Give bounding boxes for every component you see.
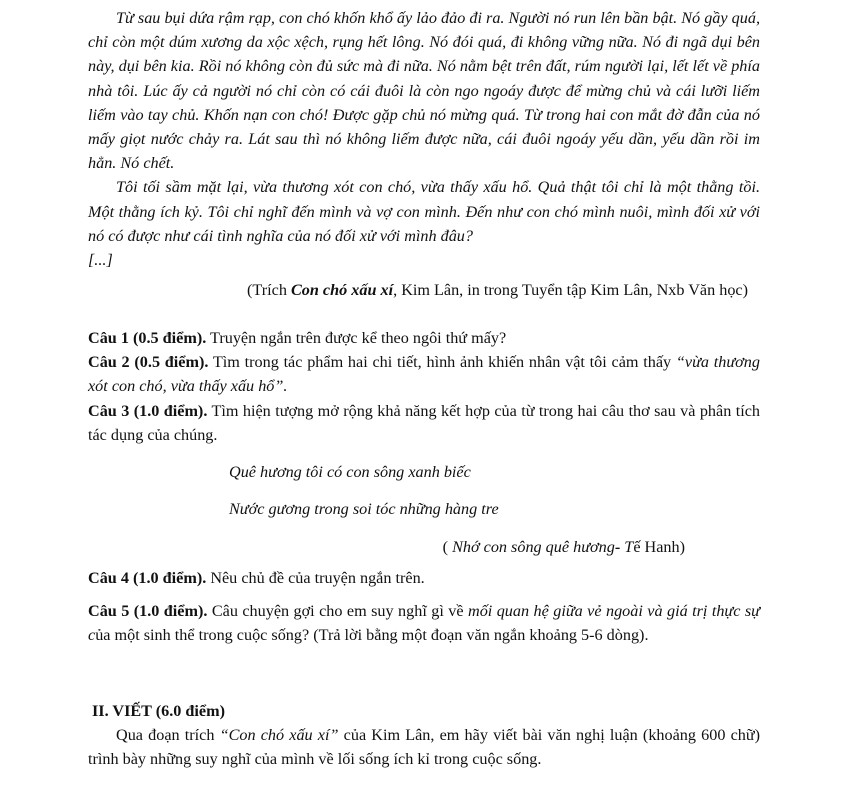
question-5 — [88, 599, 760, 647]
source-citation — [88, 278, 748, 302]
question-emphasis: mối quan hệ giữa vẻ ngoài và giá trị thực sự c — [88, 602, 760, 645]
poem-source — [88, 535, 685, 559]
question-text: Nêu chủ đề của truyện ngắn trên. — [210, 569, 425, 587]
citation-title: Con chó xấu xí — [290, 281, 394, 299]
excerpt-passage — [88, 6, 760, 272]
question-label: Câu 5 (1.0 điểm). — [88, 602, 208, 620]
question-label: Câu 4 (1.0 điểm). — [88, 569, 207, 587]
question-label: Câu 2 (0.5 điểm). — [88, 353, 209, 372]
poem-line-2: Nước gương trong soi tóc những hàng tre — [229, 500, 499, 519]
question-2 — [88, 350, 760, 398]
questions-section — [88, 326, 760, 447]
excerpt-ellipsis: [...] — [88, 251, 113, 270]
poem — [229, 460, 749, 521]
writing-section — [88, 699, 760, 772]
poem-source-open: ( — [442, 538, 453, 556]
citation-suffix: , Kim Lân, in trong Tuyển tập Kim Lân, Nxb Văn học) — [393, 281, 748, 299]
excerpt-paragraph-2: Tôi tối sầm mặt lại, vừa thương xót con chó, vừa thấy xấu hổ. Quả thật tôi chỉ là một thằng tồi. Một thằng ích kỷ. Tôi chỉ nghĩ đến mình và vợ con mình. Đến như con chó mình nuôi, mình đối xử với nó có được như cái tình nghĩa của nó đối xử với mình đâu? — [88, 178, 760, 245]
writing-text: của Kim Lân, em hãy viết bài văn nghị luận (khoảng 600 chữ) trình bày những suy nghĩ của mình về lối sống ích kỉ trong cuộc sống. — [88, 726, 761, 769]
writing-title: “Con chó xấu xí” — [219, 726, 339, 745]
question-3 — [88, 399, 760, 447]
writing-prompt — [88, 723, 760, 771]
writing-heading: II. VIẾT (6.0 điểm) — [92, 702, 225, 720]
question-text: Câu chuyện gợi cho em suy nghĩ gì về — [211, 602, 464, 620]
writing-text: Qua đoạn trích — [116, 726, 215, 745]
question-text: Tìm hiện tượng mở rộng khả năng kết hợp của từ trong hai câu thơ sau và phân tích tác dụng của chúng. — [88, 401, 760, 444]
poem-source-author-first: T — [624, 538, 634, 556]
poem-line-1: Quê hương tôi có con sông xanh biếc — [229, 463, 471, 481]
excerpt-paragraph-1: Từ sau bụi dứa rậm rạp, con chó khốn khổ ấy lảo đảo đi ra. Người nó run lên bần bật. Nó gầy quá, chỉ còn một dúm xương da xộc xệch, rụng hết lông. Nó đói quá, đi không vững nữa. Nó đi ngã dụi bên này, dụi bên kia. Rồi nó không còn đủ sức mà đi nữa. Nó nằm bệt trên đất, rúm người lại, lết lết về phía nhà tôi. Lúc ấy cả người nó chỉ còn có cái đuôi là còn ngo ngoáy được để mừng chủ và cái lưỡi liếm liếm vào tay chủ. Khốn nạn con chó! Được gặp chủ nó mừng quá. Từ trong hai con mắt đờ đẫn của nó mấy giọt nước chảy ra. Lát sau thì nó không liếm được nữa, cái đuôi ngoáy yếu dần, yếu dần rồi im hẳn. Nó chết. — [88, 9, 760, 173]
question-4 — [88, 566, 760, 590]
question-label: Câu 1 (0.5 điểm). — [88, 329, 207, 347]
question-quote: “vừa thương xót con chó, vừa thấy xấu hổ”. — [88, 353, 760, 396]
poem-source-title: Nhớ con sông quê hương — [452, 538, 615, 556]
question-label: Câu 3 (1.0 điểm). — [88, 401, 208, 420]
poem-source-author-rest: ế Hanh) — [633, 538, 685, 556]
question-text: Tìm trong tác phẩm hai chi tiết, hình ảnh khiến nhân vật tôi cảm thấy — [212, 353, 672, 372]
question-text: Truyện ngắn trên được kể theo ngôi thứ mấy? — [210, 329, 507, 347]
question-1 — [88, 326, 760, 350]
citation-prefix: (Trích — [247, 281, 291, 299]
poem-source-dash: - — [614, 538, 621, 556]
question-text: ủa một sinh thể trong cuộc sống? (Trả lời bằng một đoạn văn ngắn khoảng 5-6 dòng). — [95, 626, 649, 645]
